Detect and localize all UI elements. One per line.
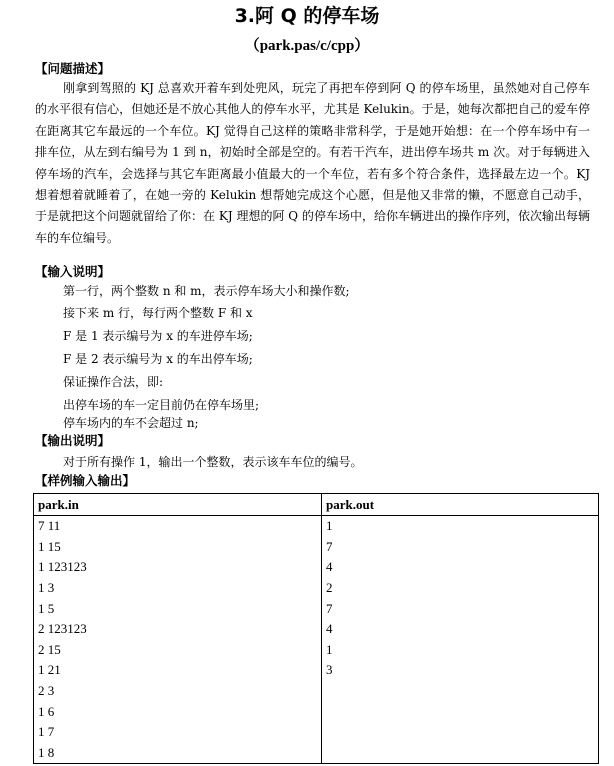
output-description: 对于所有操作 1，输出一个整数，表示该车车位的编号。: [63, 455, 363, 469]
problem-filenames: （park.pas/c/cpp）: [244, 38, 370, 54]
sample-input-cell: 1 15: [34, 537, 322, 558]
sample-row: [34, 578, 599, 599]
input-line: 保证操作合法，即:: [63, 375, 164, 389]
problem-title: 3.阿 Q 的停车场: [234, 5, 380, 27]
input-line: 出停车场的车一定目前仍在停车场里;: [63, 398, 260, 412]
output-heading: 【输出说明】: [35, 433, 111, 448]
sample-table: [33, 493, 599, 764]
input-line: 接下来 m 行，每行两个整数 F 和 x: [63, 306, 253, 320]
sample-output-cell: [322, 743, 599, 764]
sample-row: [34, 516, 599, 537]
sample-output-cell: 4: [322, 619, 599, 640]
sample-input-cell: 2 15: [34, 640, 322, 661]
sample-input-cell: 7 11: [34, 516, 322, 537]
sample-output-cell: [322, 701, 599, 722]
sample-row: [34, 681, 599, 702]
sample-row: [34, 701, 599, 722]
sample-output-cell: 3: [322, 660, 599, 681]
sample-row: [34, 660, 599, 681]
input-line: F 是 1 表示编号为 x 的车进停车场;: [63, 329, 253, 343]
sample-row: [34, 619, 599, 640]
sample-input-cell: 1 21: [34, 660, 322, 681]
sample-input-cell: 2 3: [34, 681, 322, 702]
sample-heading: 【样例输入输出】: [35, 473, 136, 488]
sample-output-cell: 1: [322, 640, 599, 661]
sample-row: [34, 537, 599, 558]
sample-input-header: park.in: [34, 494, 322, 516]
sample-input-cell: 1 7: [34, 722, 322, 743]
sample-output-header: park.out: [322, 494, 599, 516]
sample-input-cell: 1 5: [34, 598, 322, 619]
description-text: 刚拿到驾照的 KJ 总喜欢开着车到处兜风，玩完了再把车停到阿 Q 的停车场里，虽然她对自己停车的水平很有信心，但她还是不放心其他人的停车水平，尤其是 Kelukin。于是，她每次都把自己的爱车停在距离其它车最远的一个车位。KJ 觉得自己这样的策略非常科学，于是她开始想：在一个停车场中有一排车位，从左到右编号为 1 到 n，初始时全部是空的。有若干汽车，进出停车场共 m 次。对于每辆进入停车场的汽车，会选择与其它车距离最小值最大的一个车位，若有多个符合条件，选择最左边一个。KJ 想着想着就睡着了，在她一旁的 Kelukin 想帮她完成这个心愿，但是他又非常的懒，不愿意自己动手，于是就把这个问题就留给了你：在 KJ 理想的阿 Q 的停车场中，给你车辆进出的操作序列，依次输出每辆车的车位编号。: [35, 81, 590, 245]
sample-row: [34, 598, 599, 619]
sample-input-cell: 1 123123: [34, 557, 322, 578]
sample-input-cell: 1 6: [34, 701, 322, 722]
sample-row: [34, 722, 599, 743]
sample-output-cell: 2: [322, 578, 599, 599]
input-heading: 【输入说明】: [35, 264, 111, 279]
input-line: F 是 2 表示编号为 x 的车出停车场;: [63, 352, 253, 366]
input-line: 停车场内的车不会超过 n;: [63, 416, 199, 430]
sample-output-cell: 4: [322, 557, 599, 578]
input-line: 第一行，两个整数 n 和 m，表示停车场大小和操作数;: [63, 284, 350, 298]
sample-output-cell: 7: [322, 537, 599, 558]
sample-row: [34, 743, 599, 764]
sample-output-cell: 7: [322, 598, 599, 619]
sample-output-cell: [322, 681, 599, 702]
sample-output-cell: 1: [322, 516, 599, 537]
sample-row: [34, 557, 599, 578]
sample-input-cell: 2 123123: [34, 619, 322, 640]
description-heading: 【问题描述】: [35, 61, 111, 76]
sample-input-cell: 1 3: [34, 578, 322, 599]
sample-header-row: [34, 494, 599, 516]
sample-input-cell: 1 8: [34, 743, 322, 764]
sample-row: [34, 640, 599, 661]
sample-output-cell: [322, 722, 599, 743]
sample-table-body: [34, 516, 599, 764]
